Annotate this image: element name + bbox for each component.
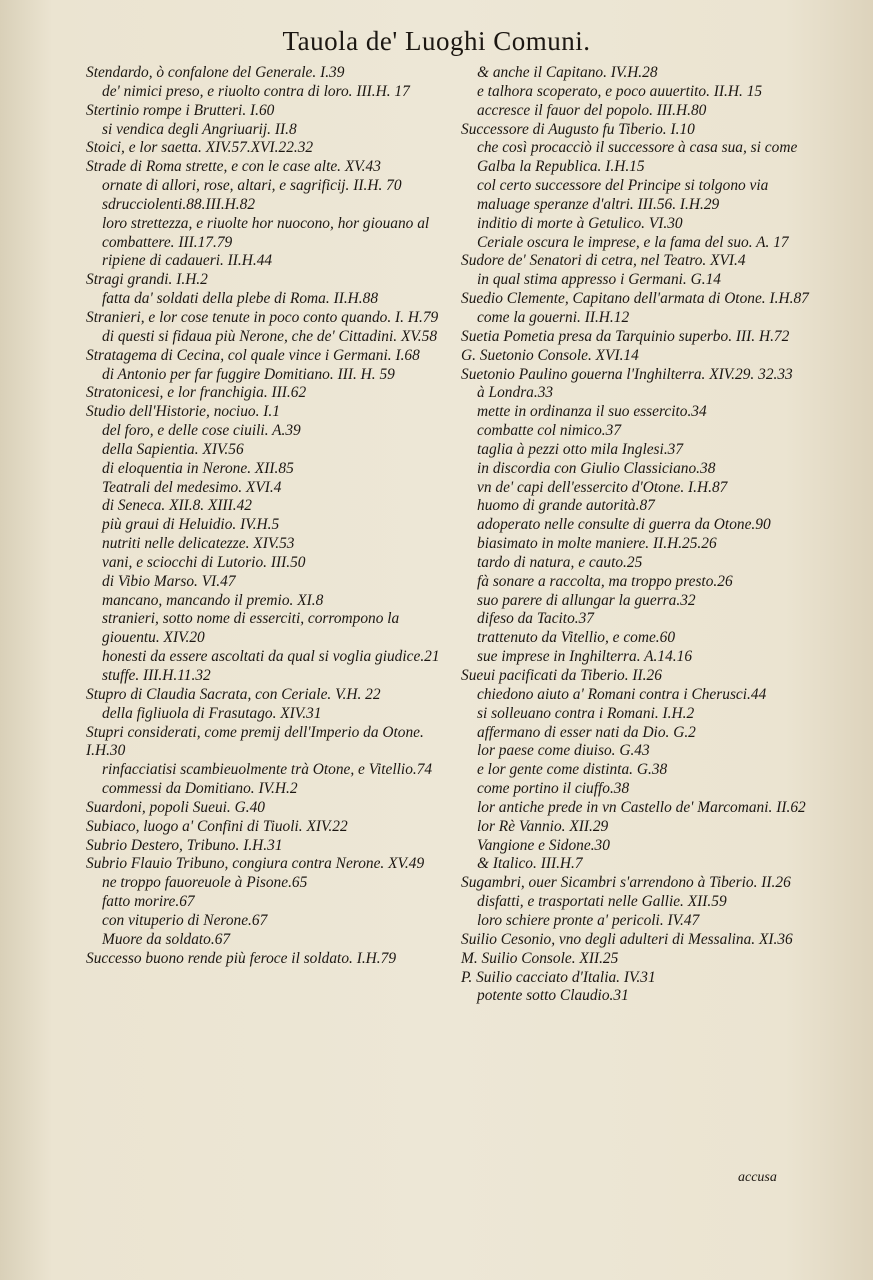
- index-subentry: adoperato nelle consulte di guerra da Otone.90: [477, 516, 771, 534]
- index-subentry: fatto morire.67: [102, 893, 195, 911]
- index-entry: Studio dell'Historie, nociuo. I.1: [86, 403, 280, 421]
- index-entry: Subrio Destero, Tribuno. I.H.31: [86, 836, 283, 854]
- page-title: Tauola de' Luoghi Comuni.: [282, 26, 591, 56]
- index-subentry: della figliuola di Frasutago. XIV.31: [102, 704, 322, 722]
- index-subentry: stuffe. III.H.11.32: [102, 667, 211, 684]
- index-subentry: stranieri, sotto nome di esserciti, corrompono la giouentu. XIV.20: [102, 610, 400, 647]
- index-subentry: Vangione e Sidone.30: [477, 836, 610, 854]
- index-subentry: fatta da' soldati della plebe di Roma. II.H.88: [102, 290, 379, 308]
- index-subentry: chiedono aiuto a' Romani contra i Cherusci.44: [477, 685, 767, 703]
- index-subentry: sdrucciolenti.88.III.H.82: [102, 195, 256, 213]
- index-entry: Sugambri, ouer Sicambri s'arrendono à Tiberio. II.26: [461, 874, 791, 892]
- index-entry: Stragi grandi. I.H.2: [86, 271, 208, 289]
- index-entry: Strade di Roma strette, e con le case alte. XV.43: [86, 158, 381, 176]
- index-subentry: inditio di morte à Getulico. VI.30: [477, 214, 683, 232]
- index-subentry: lor paese come diuiso. G.43: [477, 742, 650, 760]
- index-subentry: huomo di grande autorità.87: [477, 497, 655, 515]
- index-subentry: commessi da Domitiano. IV.H.2: [102, 780, 298, 798]
- index-subentry: combatte col nimico.37: [477, 422, 622, 440]
- index-entry: Suilio Cesonio, vno degli adulteri di Messalina. XI.36: [461, 930, 793, 948]
- index-subentry: à Londra.33: [477, 384, 554, 402]
- index-entry: Stratonicesi, e lor franchigia. III.62: [86, 384, 307, 402]
- index-subentry: disfatti, e trasportati nelle Gallie. XII.59: [477, 893, 727, 911]
- index-subentry: taglia à pezzi otto mila Inglesi.37: [477, 440, 684, 458]
- index-entry: Stendardo, ò confalone del Generale. I.39: [86, 64, 345, 81]
- index-subentry: con vituperio di Nerone.67: [102, 911, 268, 929]
- index-entry: Sueui pacificati da Tiberio. II.26: [461, 667, 662, 684]
- index-subentry: fà sonare a raccolta, ma troppo presto.26: [477, 572, 733, 590]
- index-subentry: di Vibio Marso. VI.47: [102, 572, 236, 590]
- index-entry: Stoici, e lor saetta. XIV.57.XVI.22.32: [86, 139, 314, 157]
- index-entry: Stranieri, e lor cose tenute in poco conto quando. I. H.79: [86, 308, 439, 326]
- index-subentry: mette in ordinanza il suo essercito.34: [477, 403, 707, 421]
- index-subentry: della Sapientia. XIV.56: [102, 440, 244, 458]
- index-subentry: in discordia con Giulio Classiciano.38: [477, 459, 716, 477]
- index-subentry: ripiene di cadaueri. II.H.44: [102, 252, 273, 270]
- index-subentry: ornate di allori, rose, altari, e sagrificij. II.H. 70: [102, 177, 402, 195]
- index-subentry: si vendica degli Angriuarij. II.8: [102, 120, 297, 138]
- index-entry: Stertinio rompe i Brutteri. I.60: [86, 101, 275, 119]
- index-subentry: e talhora scoperato, e poco auuertito. II.H. 15: [477, 82, 763, 100]
- index-subentry: rinfacciatisi scambieuolmente trà Otone, e Vitellio.74: [102, 761, 433, 779]
- right-column: [461, 64, 813, 1006]
- index-entry: Subiaco, luogo a' Confini di Tiuoli. XIV.22: [86, 817, 348, 835]
- index-subentry: come la gouerni. II.H.12: [477, 308, 630, 326]
- index-subentry: difeso da Tacito.37: [477, 610, 595, 628]
- index-subentry: accresce il fauor del popolo. III.H.80: [477, 101, 707, 119]
- index-subentry: che così procacciò il successore à casa sua, si come Galba la Republica. I.H.15: [477, 139, 798, 176]
- index-subentry: biasimato in molte maniere. II.H.25.26: [477, 535, 717, 553]
- index-subentry: Ceriale oscura le imprese, e la fama del suo. A. 17: [477, 233, 789, 251]
- index-subentry: nutriti nelle delicatezze. XIV.53: [102, 535, 295, 553]
- index-entry: Successo buono rende più feroce il soldato. I.H.79: [86, 949, 397, 967]
- index-subentry: di Seneca. XII.8. XIII.42: [102, 497, 252, 515]
- index-subentry: di questi si fidaua più Nerone, che de' Cittadini. XV.58: [102, 327, 438, 345]
- index-subentry: honesti da essere ascoltati da qual si voglia giudice.21: [102, 648, 440, 666]
- index-subentry: affermano di esser nati da Dio. G.2: [477, 723, 696, 741]
- index-subentry: & Italico. III.H.7: [477, 855, 583, 873]
- index-entry: P. Suilio cacciato d'Italia. IV.31: [461, 968, 656, 986]
- index-entry: M. Suilio Console. XII.25: [461, 949, 619, 967]
- index-subentry: potente sotto Claudio.31: [477, 987, 629, 1005]
- index-entry: Successore di Augusto fu Tiberio. I.10: [461, 120, 695, 138]
- catchword: accusa: [738, 1170, 777, 1185]
- index-subentry: e lor gente come distinta. G.38: [477, 761, 668, 779]
- index-subentry: lor Rè Vannio. XII.29: [477, 817, 609, 835]
- index-entry: Sudore de' Senatori di cetra, nel Teatro. XVI.4: [461, 252, 746, 270]
- index-subentry: come portino il ciuffo.38: [477, 780, 630, 798]
- index-subentry: tardo di natura, e cauto.25: [477, 553, 643, 571]
- index-subentry: lor antiche prede in vn Castello de' Marcomani. II.62: [477, 798, 806, 816]
- index-entry: Suardoni, popoli Sueui. G.40: [86, 798, 265, 816]
- index-subentry: loro schiere pronte a' pericoli. IV.47: [477, 911, 700, 929]
- index-subentry: mancano, mancando il premio. XI.8: [102, 591, 324, 609]
- index-entry: Subrio Flauio Tribuno, congiura contra Nerone. XV.49: [86, 855, 425, 873]
- index-subentry: di eloquentia in Nerone. XII.85: [102, 459, 294, 477]
- index-subentry: Muore da soldato.67: [102, 930, 231, 948]
- index-subentry: di Antonio per far fuggire Domitiano. III. H. 59: [102, 365, 395, 383]
- index-entry: G. Suetonio Console. XVI.14: [461, 346, 639, 364]
- index-subentry: in qual stima appresso i Germani. G.14: [477, 271, 721, 289]
- index-entry: Suetonio Paulino gouerna l'Inghilterra. XIV.29. 32.33: [461, 365, 793, 383]
- index-subentry: sue imprese in Inghilterra. A.14.16: [477, 648, 693, 666]
- index-subentry: & anche il Capitano. IV.H.28: [477, 64, 658, 81]
- index-subentry: più graui di Heluidio. IV.H.5: [102, 516, 280, 534]
- index-subentry: vn de' capi dell'essercito d'Otone. I.H.87: [477, 478, 728, 496]
- index-subentry: si solleuano contra i Romani. I.H.2: [477, 704, 695, 722]
- index-entry: Stupro di Claudia Sacrata, con Ceriale. V.H. 22: [86, 685, 381, 703]
- index-subentry: del foro, e delle cose ciuili. A.39: [102, 422, 301, 440]
- index-entry: Stratagema di Cecina, col quale vince i Germani. I.68: [86, 346, 420, 364]
- left-column: [86, 64, 451, 969]
- index-subentry: vani, e sciocchi di Lutorio. III.50: [102, 553, 306, 571]
- index-subentry: ne troppo fauoreuole à Pisone.65: [102, 874, 308, 892]
- index-subentry: suo parere di allungar la guerra.32: [477, 591, 696, 609]
- index-subentry: de' nimici preso, e riuolto contra di loro. III.H. 17: [102, 82, 410, 100]
- index-subentry: col certo successore del Principe si tolgono via maluage speranze d'altri. III.56. I.H.29: [477, 177, 769, 213]
- index-entry: Suetia Pometia presa da Tarquinio superbo. III. H.72: [461, 327, 790, 345]
- index-subentry: trattenuto da Vitellio, e come.60: [477, 629, 676, 647]
- index-entry: Suedio Clemente, Capitano dell'armata di Otone. I.H.87: [461, 290, 809, 308]
- index-entry: Stupri considerati, come premij dell'Imperio da Otone. I.H.30: [86, 723, 424, 760]
- index-subentry: Teatrali del medesimo. XVI.4: [102, 478, 282, 496]
- index-subentry: loro strettezza, e riuolte hor nuocono, hor giouano al combattere. III.17.79: [102, 214, 430, 251]
